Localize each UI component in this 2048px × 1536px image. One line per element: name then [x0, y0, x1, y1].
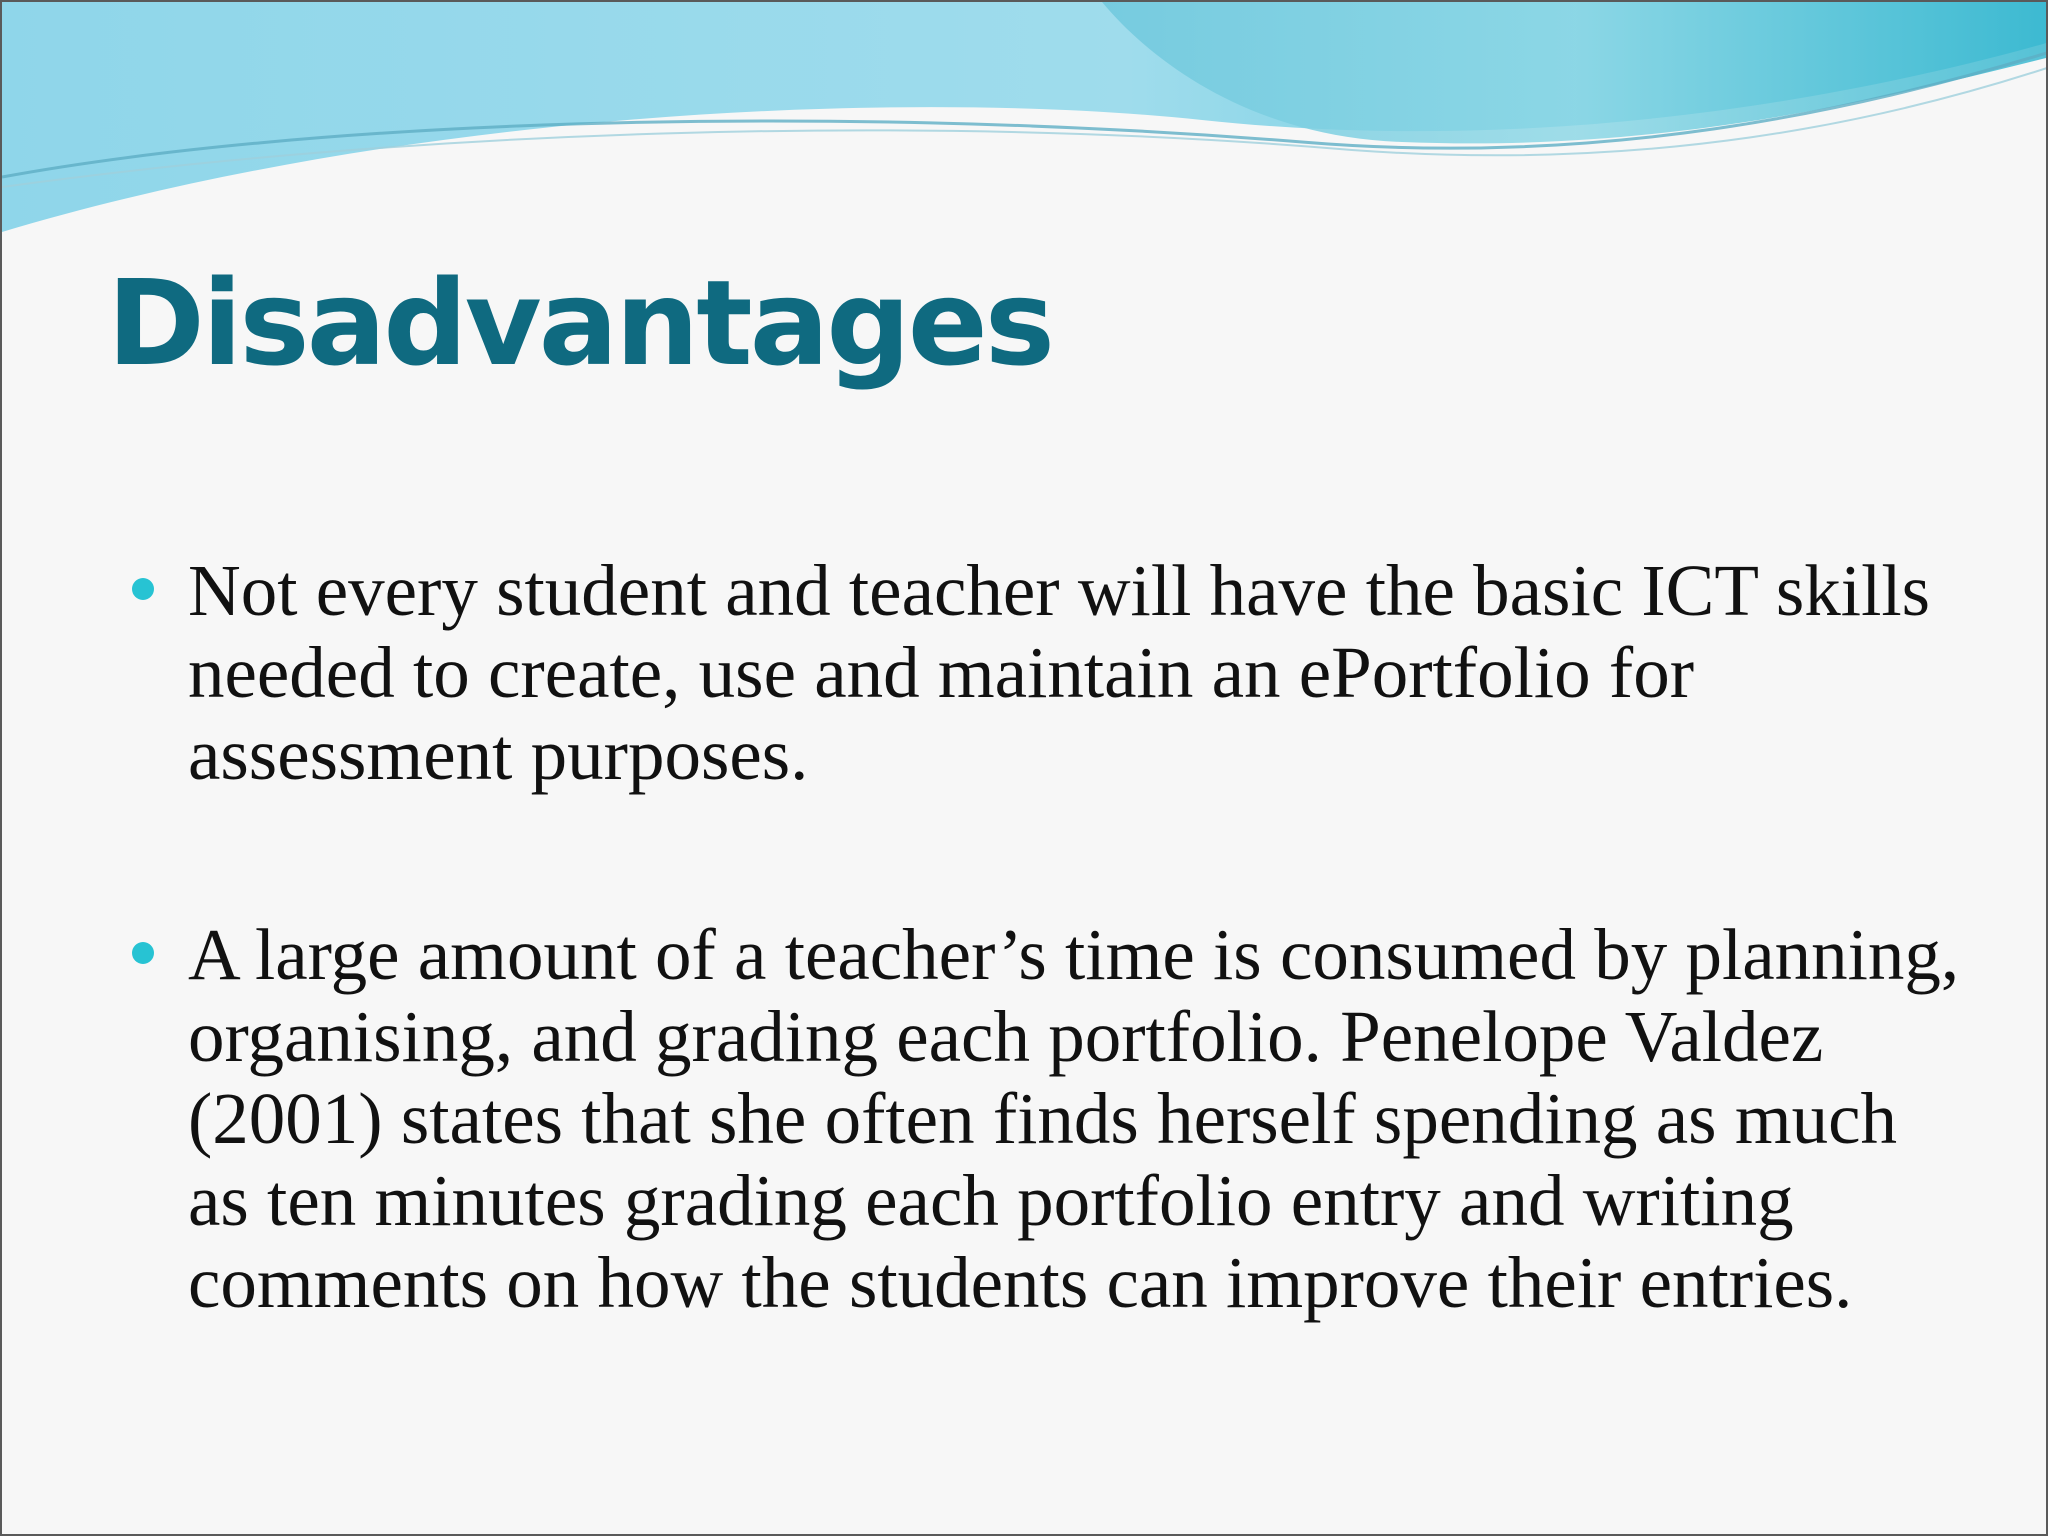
bullet-icon: [132, 942, 154, 964]
bullet-icon: [132, 578, 154, 600]
bullet-text: A large amount of a teacher’s time is consumed by planning, organising, and grading each portfolio. Penelope Valdez (2001) states that she often finds herself spending as much as ten minutes grading each portfolio entry and writing comments on how the students can improve their entries.: [188, 914, 1960, 1323]
bullet-item: [130, 914, 1970, 1324]
bullet-item: [130, 550, 1970, 796]
bullet-list: [130, 550, 1970, 1442]
header-wave-decoration: [2, 2, 2048, 242]
bullet-text: Not every student and teacher will have the basic ICT skills needed to create, use and maintain an ePortfolio for assessment purposes.: [188, 550, 1931, 795]
slide-title: Disadvantages: [107, 254, 1053, 392]
